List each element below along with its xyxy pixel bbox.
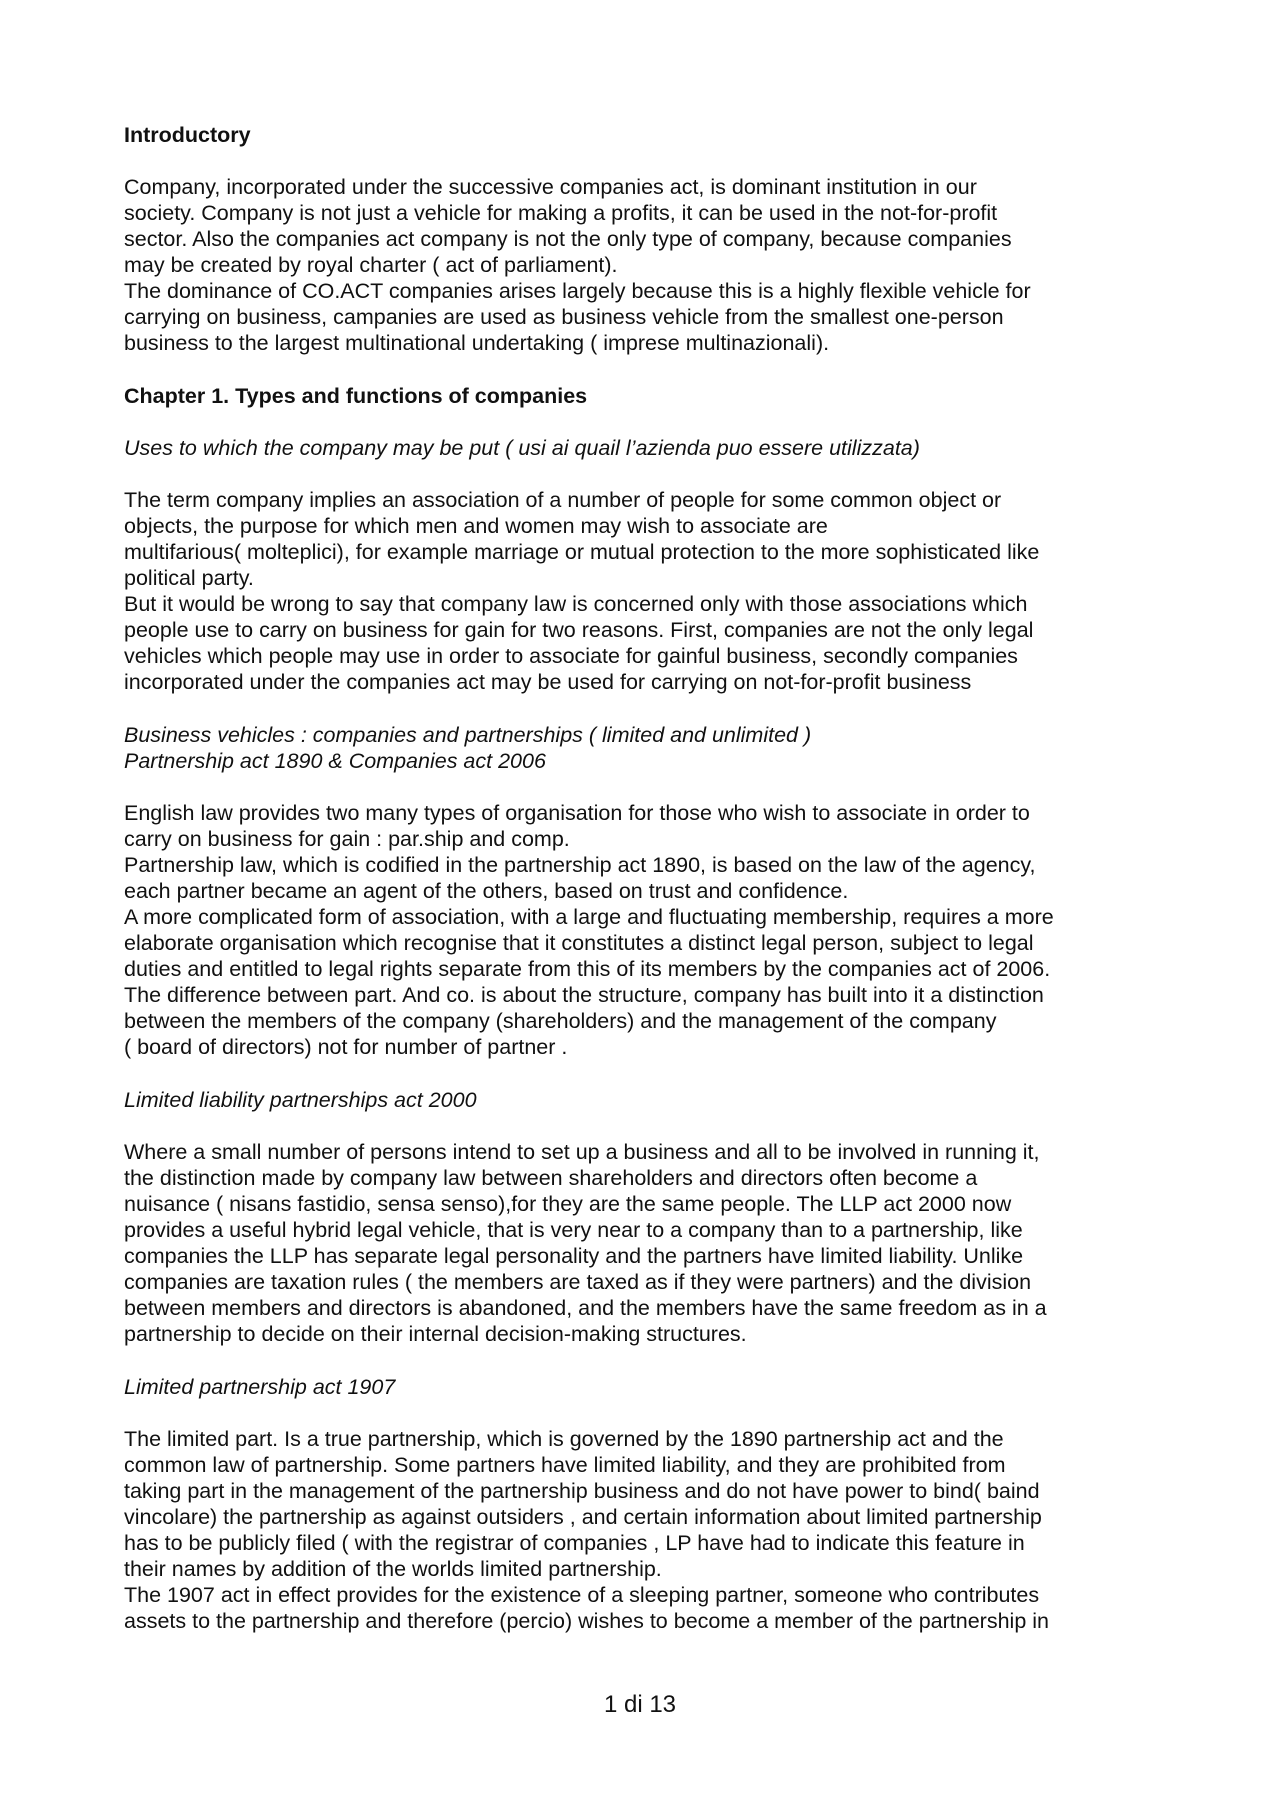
text-line: A more complicated form of association, with a large and fluctuating membership, requires a more: [124, 905, 1054, 929]
paragraph: [124, 1426, 1170, 1634]
text-line: has to be publicly filed ( with the registrar of companies , LP have had to indicate this feature in: [124, 1531, 1025, 1555]
text-line: Chapter 1. Types and functions of companies: [124, 384, 588, 408]
section-subheading: [124, 1374, 1170, 1400]
text-line: their names by addition of the worlds limited partnership.: [124, 1557, 662, 1581]
text-line: political party.: [124, 566, 254, 590]
text-line: companies the LLP has separate legal personality and the partners have limited liability. Unlike: [124, 1244, 1024, 1268]
text-line: Partnership act 1890 & Companies act 2006: [124, 749, 546, 773]
text-line: people use to carry on business for gain for two reasons. First, companies are not the only legal: [124, 618, 1034, 642]
text-line: society. Company is not just a vehicle for making a profits, it can be used in the not-for-profit: [124, 201, 998, 225]
text-line: The 1907 act in effect provides for the existence of a sleeping partner, someone who contributes: [124, 1583, 1040, 1607]
paragraph: [124, 1139, 1170, 1347]
text-line: between members and directors is abandoned, and the members have the same freedom as in a: [124, 1296, 1047, 1320]
text-line: taking part in the management of the partnership business and do not have power to bind( baind: [124, 1479, 1040, 1503]
section-heading: [124, 122, 1170, 148]
text-line: The limited part. Is a true partnership, which is governed by the 1890 partnership act and the: [124, 1427, 1004, 1451]
text-line: Partnership law, which is codified in the partnership act 1890, is based on the law of the agency,: [124, 853, 1036, 877]
section-subheading: [124, 435, 1170, 461]
section-subheading: [124, 1087, 1170, 1113]
paragraph: [124, 487, 1170, 695]
text-line: Company, incorporated under the successive companies act, is dominant institution in our: [124, 175, 977, 199]
text-line: between the members of the company (shareholders) and the management of the company: [124, 1009, 997, 1033]
text-line: assets to the partnership and therefore (percio) wishes to become a member of the partnership in: [124, 1609, 1049, 1633]
text-line: may be created by royal charter ( act of parliament).: [124, 253, 618, 277]
section-heading: [124, 383, 1170, 409]
paragraph: [124, 174, 1170, 356]
text-line: Where a small number of persons intend to set up a business and all to be involved in running it,: [124, 1140, 1040, 1164]
paragraph: [124, 800, 1170, 1060]
text-line: partnership to decide on their internal decision-making structures.: [124, 1322, 747, 1346]
text-line: common law of partnership. Some partners have limited liability, and they are prohibited from: [124, 1453, 1006, 1477]
page-number: 1 di 13: [603, 1691, 677, 1718]
text-line: objects, the purpose for which men and women may wish to associate are: [124, 514, 828, 538]
text-line: ( board of directors) not for number of partner .: [124, 1035, 568, 1059]
text-line: carry on business for gain : par.ship and comp.: [124, 827, 570, 851]
text-line: multifarious( molteplici), for example marriage or mutual protection to the more sophisticated like: [124, 540, 1040, 564]
text-line: Uses to which the company may be put ( usi ai quail l’azienda puo essere utilizzata): [124, 436, 920, 460]
text-line: The term company implies an association of a number of people for some common object or: [124, 488, 1002, 512]
text-line: business to the largest multinational undertaking ( imprese multinazionali).: [124, 331, 830, 355]
text-line: incorporated under the companies act may be used for carrying on not-for-profit business: [124, 670, 972, 694]
text-line: English law provides two many types of organisation for those who wish to associate in order to: [124, 801, 1030, 825]
text-line: sector. Also the companies act company is not the only type of company, because companies: [124, 227, 1012, 251]
text-line: The difference between part. And co. is about the structure, company has built into it a distinction: [124, 983, 1044, 1007]
text-line: the distinction made by company law between shareholders and directors often become a: [124, 1166, 978, 1190]
text-line: nuisance ( nisans fastidio, sensa senso),for they are the same people. The LLP act 2000 now: [124, 1192, 1012, 1216]
section-subheading: [124, 722, 1170, 774]
text-line: Limited liability partnerships act 2000: [124, 1088, 477, 1112]
text-line: vincolare) the partnership as against outsiders , and certain information about limited partnership: [124, 1505, 1042, 1529]
text-line: duties and entitled to legal rights separate from this of its members by the companies act of 2006.: [124, 957, 1051, 981]
text-line: The dominance of CO.ACT companies arises largely because this is a highly flexible vehicle for: [124, 279, 1031, 303]
text-line: Business vehicles : companies and partnerships ( limited and unlimited ): [124, 723, 812, 747]
text-line: elaborate organisation which recognise that it constitutes a distinct legal person, subject to legal: [124, 931, 1034, 955]
text-line: companies are taxation rules ( the members are taxed as if they were partners) and the division: [124, 1270, 1032, 1294]
document-body: [124, 122, 1170, 1661]
text-line: But it would be wrong to say that company law is concerned only with those associations which: [124, 592, 1028, 616]
text-line: carrying on business, campanies are used as business vehicle from the smallest one-person: [124, 305, 1004, 329]
text-line: vehicles which people may use in order to associate for gainful business, secondly companies: [124, 644, 1018, 668]
text-line: provides a useful hybrid legal vehicle, that is very near to a company than to a partnership, like: [124, 1218, 1023, 1242]
text-line: Limited partnership act 1907: [124, 1375, 396, 1399]
text-line: each partner became an agent of the others, based on trust and confidence.: [124, 879, 849, 903]
text-line: Introductory: [124, 123, 251, 147]
